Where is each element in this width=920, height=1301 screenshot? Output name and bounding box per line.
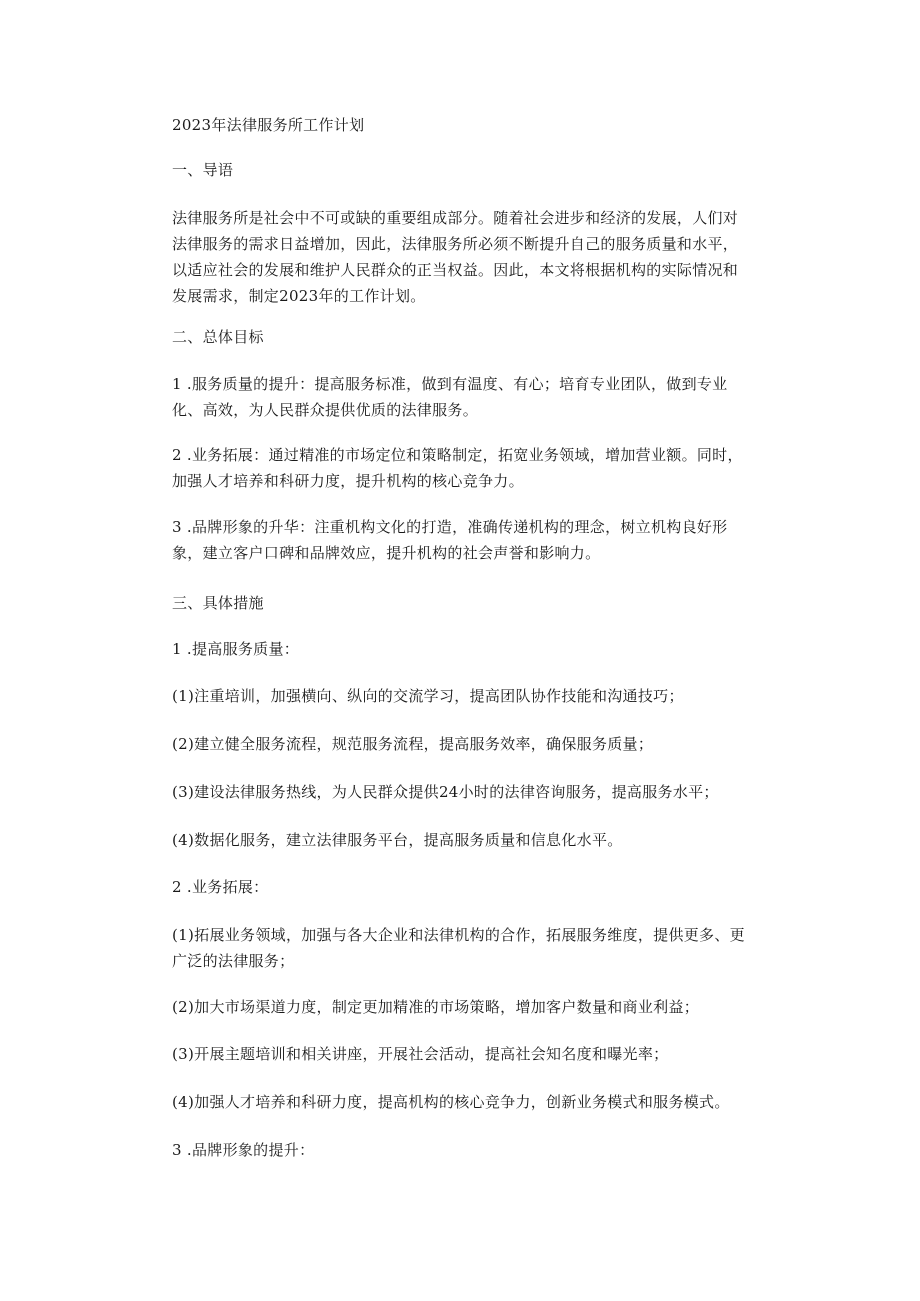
measure-item: (1)注重培训，加强横向、纵向的交流学习，提高团队协作技能和沟通技巧； <box>172 687 684 705</box>
document-title: 2023年法律服务所工作计划 <box>172 116 365 134</box>
measure-item: (4)加强人才培养和科研力度，提高机构的核心竞争力，创新业务模式和服务模式。 <box>172 1093 730 1111</box>
measure-item: (4)数据化服务，建立法律服务平台，提高服务质量和信息化水平。 <box>172 831 623 849</box>
measure-group-title: 3 .品牌形象的提升： <box>172 1141 315 1159</box>
measure-item: (3)建设法律服务热线，为人民群众提供24小时的法律咨询服务，提高服务水平； <box>172 783 719 801</box>
goal-item: 3 .品牌形象的升华：注重机构文化的打造，准确传递机构的理念，树立机构良好形 象，建立客户口碑和品牌效应，提升机构的社会声誉和影响力。 <box>172 518 728 562</box>
measure-item: (1)拓展业务领域，加强与各大企业和法律机构的合作，拓展服务维度，提供更多、更 广泛的法律服务； <box>172 926 745 970</box>
goal-item: 1 .服务质量的提升：提高服务标准，做到有温度、有心；培育专业团队，做到专业 化、高效，为人民群众提供优质的法律服务。 <box>172 375 728 419</box>
intro-paragraph: 法律服务所是社会中不可或缺的重要组成部分。随着社会进步和经济的发展，人们对 法律服务的需求日益增加，因此，法律服务所必须不断提升自己的服务质量和水平， 以适应社会的发展和维护人民群众的正当权益。因此，本文将根据机构的实际情况和 发展需求，制定2023年的工作计划。 <box>172 209 739 305</box>
section-heading-goals: 二、总体目标 <box>172 328 264 346</box>
measure-group-title: 2 .业务拓展： <box>172 878 269 896</box>
section-heading-measures: 三、具体措施 <box>172 594 264 612</box>
measure-group-title: 1 .提高服务质量： <box>172 640 300 658</box>
section-heading-intro: 一、导语 <box>172 161 234 179</box>
measure-item: (2)建立健全服务流程，规范服务流程，提高服务效率，确保服务质量； <box>172 735 654 753</box>
goal-item: 2 .业务拓展：通过精准的市场定位和策略制定，拓宽业务领域，增加营业额。同时， 加强人才培养和科研力度，提升机构的核心竞争力。 <box>172 446 743 490</box>
measure-item: (3)开展主题培训和相关讲座，开展社会活动，提高社会知名度和曝光率； <box>172 1045 669 1063</box>
measure-item: (2)加大市场渠道力度，制定更加精准的市场策略，增加客户数量和商业利益； <box>172 998 700 1016</box>
